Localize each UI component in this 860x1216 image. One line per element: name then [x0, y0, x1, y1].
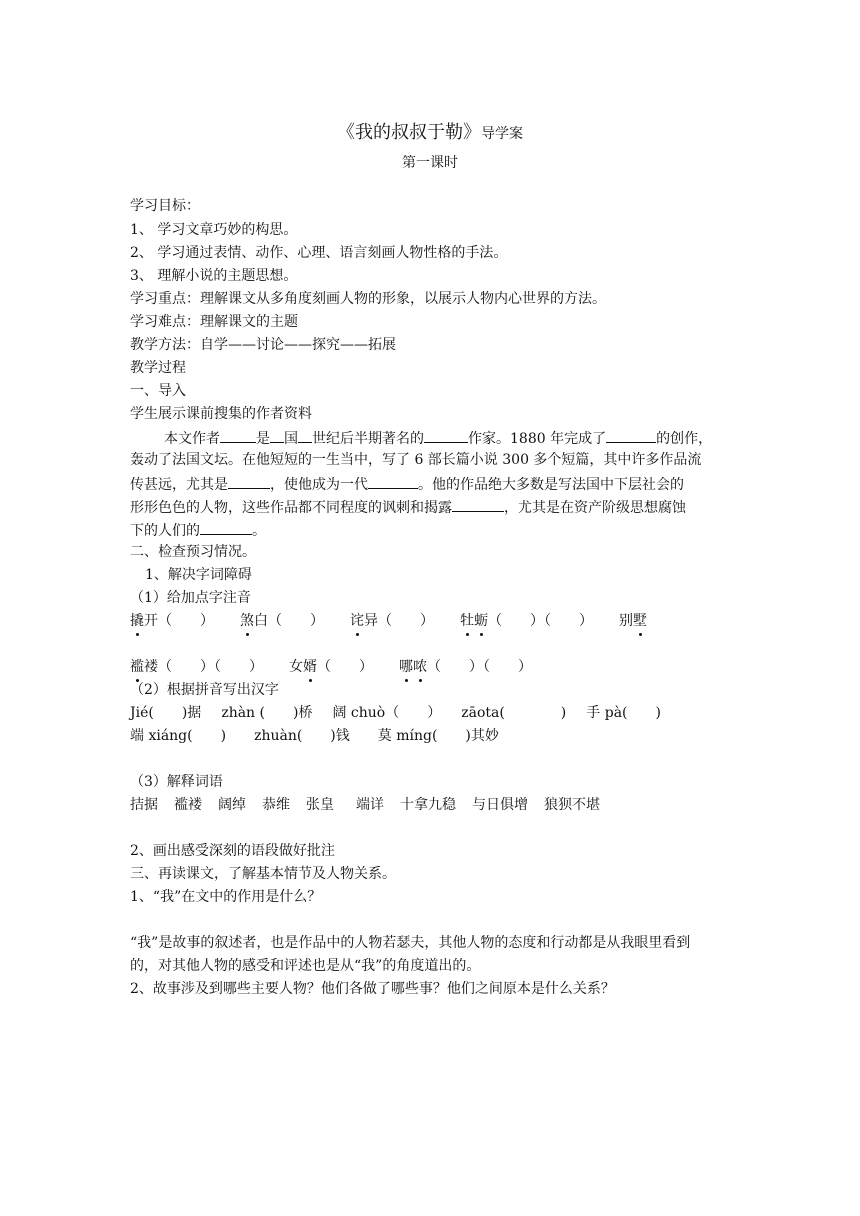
word-blank: 开（ ）	[144, 613, 214, 629]
question-3: （3）解释词语	[130, 774, 223, 790]
vocab-word: 拮据	[130, 797, 158, 813]
pinyin-item: 手 pà( )	[586, 705, 661, 721]
key-point: 学习重点：理解课文从多角度刻画人物的形象，以展示人物内心世界的方法。	[130, 291, 606, 307]
pinyin-item: 端 xiáng( )	[130, 728, 227, 744]
fill-blank[interactable]	[298, 427, 312, 443]
text-fragment: ，使他成为一代	[270, 477, 368, 493]
dotted-char: 哝	[413, 659, 427, 675]
section3-question-2: 2、故事涉及到哪些主要人物？他们各做了哪些事？他们之间原本是什么关系？	[130, 981, 615, 997]
plain-char: 别	[619, 613, 633, 629]
word-blank: （ ）	[317, 659, 373, 675]
text-fragment: 世纪后半期著名的	[312, 431, 424, 447]
pronunciation-row-2	[130, 657, 532, 677]
question-2: （2）根据拼音写出汉字	[130, 682, 279, 698]
section1-heading: 一、导入	[130, 383, 186, 399]
vocab-word: 十拿九稳	[400, 797, 456, 813]
text-fragment: 形形色色的人物，这些作品都不同程度的讽刺和揭露	[130, 500, 452, 516]
goal-item: 2、 学习通过表情、动作、心理、语言刻画人物性格的手法。	[130, 245, 508, 261]
section3-heading: 三、再读课文，了解基本情节及人物关系。	[130, 866, 396, 882]
pinyin-item: zhàn ( )桥	[221, 705, 313, 721]
author-paragraph-line: 轰动了法国文坛。在他短短的一生当中，写了 6 部长篇小说 300 多个短篇，其中许多作品流	[130, 452, 702, 468]
text-fragment: 。他的作品绝大多数是写法国中下层社会的	[418, 477, 684, 493]
vocab-word: 与日俱增	[472, 797, 528, 813]
text-fragment: 下的人们的	[130, 523, 200, 539]
vocab-row	[130, 795, 600, 815]
fill-blank[interactable]	[368, 473, 418, 489]
document-title	[0, 118, 860, 144]
dotted-char: 哪	[399, 659, 413, 675]
dotted-char: 褴	[130, 659, 144, 675]
section2-heading: 二、检查预习情况。	[130, 544, 256, 560]
vocab-word: 狼狈不堪	[544, 797, 600, 813]
pinyin-row-1	[130, 703, 661, 723]
plain-char: 褛	[144, 659, 158, 675]
dotted-char: 墅	[633, 613, 647, 629]
vocab-word: 张皇	[306, 797, 334, 813]
section2-sub2: 2、画出感受深刻的语段做好批注	[130, 843, 335, 859]
dotted-char: 煞	[240, 613, 254, 629]
fill-blank[interactable]	[228, 473, 270, 489]
title-main: 《我的叔叔于勒》	[337, 122, 481, 143]
title-suffix: 导学案	[481, 126, 523, 142]
author-paragraph-line	[130, 496, 686, 518]
author-paragraph-line	[130, 519, 266, 541]
pinyin-item: 阔 chuò（ ）	[332, 705, 442, 721]
fill-blank[interactable]	[270, 427, 284, 443]
text-fragment: 作家。1880 年完成了	[468, 431, 607, 447]
fill-blank[interactable]	[606, 427, 656, 443]
word-blank: 异（ ）	[364, 613, 434, 629]
author-paragraph-line	[130, 473, 684, 495]
vocab-word: 褴褛	[174, 797, 202, 813]
text-fragment: 的创作，	[656, 431, 713, 447]
vocab-word: 阔绰	[218, 797, 246, 813]
pinyin-item: 莫 míng( )其妙	[377, 728, 499, 744]
goal-item: 3、 理解小说的主题思想。	[130, 268, 298, 284]
subtitle: 第一课时	[402, 155, 458, 171]
word-blank: （ ）（ ）	[427, 659, 532, 675]
fill-blank[interactable]	[220, 427, 256, 443]
text-fragment: 。	[252, 523, 266, 539]
question-1: （1）给加点字注音	[130, 590, 251, 606]
plain-char: 女	[289, 659, 303, 675]
dotted-char: 牡	[460, 613, 474, 629]
dotted-char: 诧	[350, 613, 364, 629]
text-fragment: 国	[284, 431, 298, 447]
section1-intro: 学生展示课前搜集的作者资料	[130, 406, 312, 422]
pinyin-item: Jié( )据	[130, 705, 202, 721]
text-fragment: 传甚远，尤其是	[130, 477, 228, 493]
pinyin-item: zhuàn( )钱	[254, 728, 350, 744]
section3-answer-line: 的，对其他人物的感受和评述也是从“我”的角度道出的。	[130, 958, 481, 974]
section3-question-1: 1、“我”在文中的作用是什么？	[130, 889, 322, 905]
dotted-char: 撬	[130, 613, 144, 629]
difficulty: 学习难点：理解课文的主题	[130, 314, 298, 330]
goal-item: 1、 学习文章巧妙的构思。	[130, 222, 298, 238]
pinyin-row-2	[130, 726, 499, 746]
word-blank: （ ）（ ）	[158, 659, 263, 675]
text-fragment: 本文作者	[164, 431, 220, 447]
vocab-word: 端详	[356, 797, 384, 813]
fill-blank[interactable]	[424, 427, 468, 443]
section2-sub1: 1、解决字词障碍	[145, 567, 252, 583]
word-blank: （ ）（ ）	[488, 613, 593, 629]
process-heading: 教学过程	[130, 360, 186, 376]
pinyin-item: zāota( )	[461, 705, 567, 721]
goals-heading: 学习目标：	[130, 198, 200, 214]
section3-answer-line: “我”是故事的叙述者，也是作品中的人物若瑟夫，其他人物的态度和行动都是从我眼里看到	[130, 935, 691, 951]
pronunciation-row-1	[130, 611, 647, 631]
dotted-char: 蛎	[474, 613, 488, 629]
method: 教学方法：自学——讨论——探究——拓展	[130, 337, 396, 353]
vocab-word: 恭维	[262, 797, 290, 813]
fill-blank[interactable]	[452, 496, 504, 512]
text-fragment: 是	[256, 431, 270, 447]
text-fragment: ，尤其是在资产阶级思想腐蚀	[504, 500, 686, 516]
dotted-char: 婿	[303, 659, 317, 675]
fill-blank[interactable]	[200, 519, 252, 535]
author-paragraph-line	[164, 427, 712, 449]
word-blank: 白（ ）	[254, 613, 324, 629]
